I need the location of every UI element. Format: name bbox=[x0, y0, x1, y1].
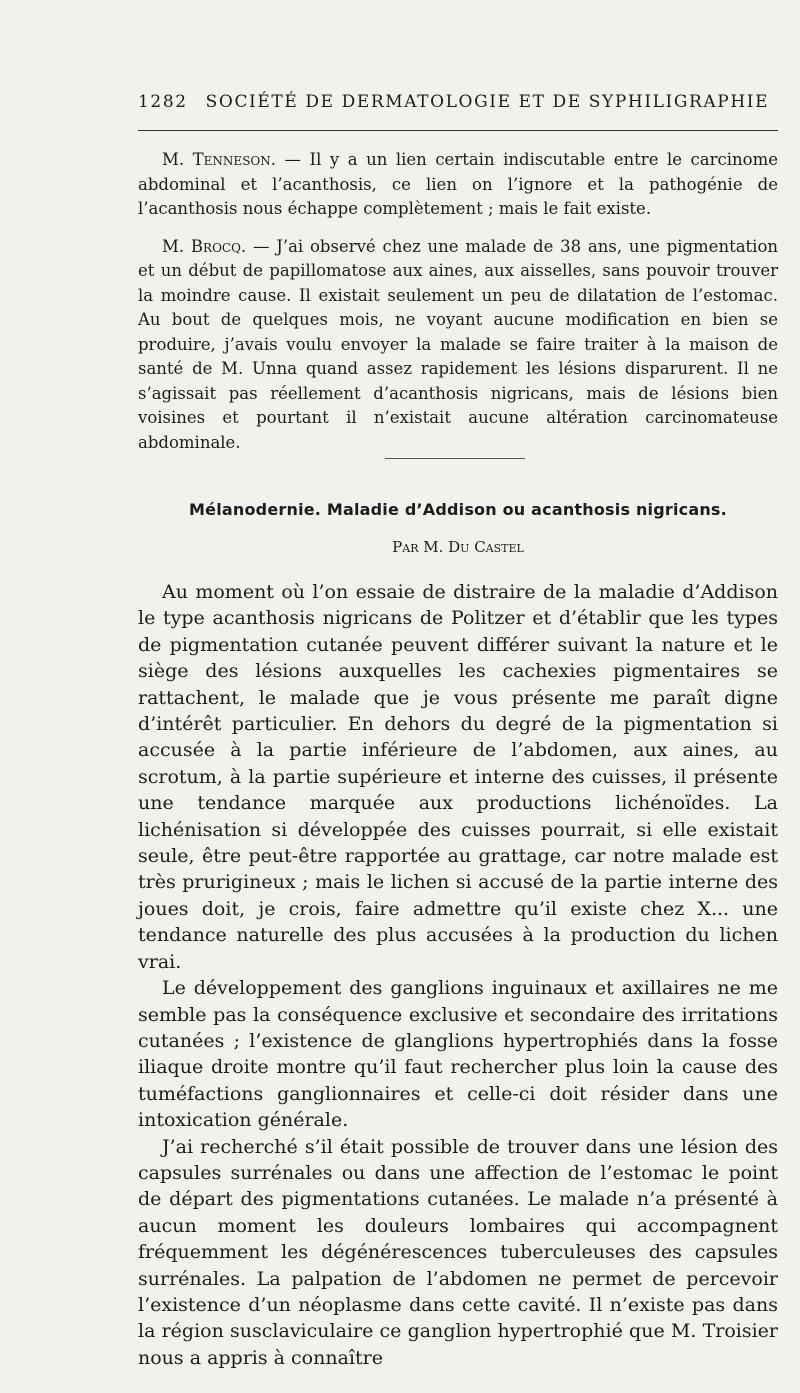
speaker-name: M. Tenneson. bbox=[162, 150, 276, 169]
article-body bbox=[138, 579, 778, 1371]
article-title: Mélanodernie. Maladie d’Addison ou acanthosis nigricans. bbox=[189, 500, 727, 519]
article-author: Par M. Du Castel bbox=[392, 538, 524, 556]
body-paragraph: Au moment où l’on essaie de distraire de la maladie d’Addison le type acanthosis nigricans de Politzer et d’établir que les types de pigmentation cutanée peuvent différer suivant la nature et le siège des lésions auxquelles les cachexies pigmentaires se rattachent, le malade que je vous présente me paraît digne d’intérêt particulier. En dehors du degré de la pigmentation si accusée à la partie inférieure de l’abdomen, aux aines, au scrotum, à la partie supérieure et interne des cuisses, il présente une tendance marquée aux productions lichénoïdes. La lichénisation si développée des cuisses pourrait, si elle existait seule, être peut-être rapportée au grattage, car notre malade est très prurigineux ; mais le lichen si accusé de la partie interne des joues doit, je crois, faire admettre qu’il existe chez X... une tendance naturelle des plus accusées à la production du lichen vrai. bbox=[138, 581, 778, 973]
discussion-paragraph bbox=[138, 148, 778, 222]
speaker-name: M. Brocq. bbox=[162, 236, 247, 256]
body-paragraph: J’ai recherché s’il était possible de trouver dans une lésion des capsules surrénales ou dans une affection de l’estomac le point de départ des pigmentations cutanées. Le malade n’a présenté à aucun moment les douleurs lombaires qui accompagnent fréquemment les dégénérescences tuberculeuses des capsules surrénales. La palpation de l’abdomen ne permet de percevoir l’existence d’un néoplasme dans cette cavité. Il n’existe pas dans la région susclaviculaire ce ganglion hypertrophié que M. Troisier nous a appris à connaître bbox=[138, 1135, 778, 1369]
discussion-text: — Il y a un lien certain indiscutable entre le carcinome abdominal et l’acanthosis, ce lien on l’ignore et la pathogénie de l’acanthosis nous échappe complètement ; mais le fait existe. bbox=[138, 150, 778, 218]
header-rule bbox=[138, 130, 778, 131]
section-separator bbox=[385, 458, 525, 459]
discussion-text: — J’ai observé chez une malade de 38 ans, une pigmentation et un début de papillomatose aux aines, aux aisselles, sans pouvoir trouver la moindre cause. Il existait seulement un peu de dilatation de l’estomac. Au bout de quelques mois, ne voyant aucune modification en bien se produire, j’avais voulu envoyer la malade se faire traiter à la maison de santé de M. Unna quand assez rapidement les lésions disparurent. Il ne s’agissait pas réellement d’acanthosis nigricans, mais de lésions bien voisines et pourtant il n’existait aucune altération carcinomateuse abdominale. bbox=[138, 236, 779, 452]
discussion-section bbox=[138, 148, 778, 455]
page-number: 1282 bbox=[138, 92, 188, 112]
page-header bbox=[138, 92, 778, 112]
discussion-paragraph bbox=[138, 235, 778, 456]
running-title: SOCIÉTÉ DE DERMATOLOGIE ET DE SYPHILIGRAPHIE bbox=[205, 92, 770, 112]
body-paragraph: Le développement des ganglions inguinaux et axillaires ne me semble pas la conséquence exclusive et secondaire des irritations cutanées ; l’existence de glanglions hypertrophiés dans la fosse iliaque droite montre qu’il faut rechercher plus loin la cause des tuméfactions ganglionnaires et celle-ci doit résider dans une intoxication générale. bbox=[138, 977, 778, 1132]
